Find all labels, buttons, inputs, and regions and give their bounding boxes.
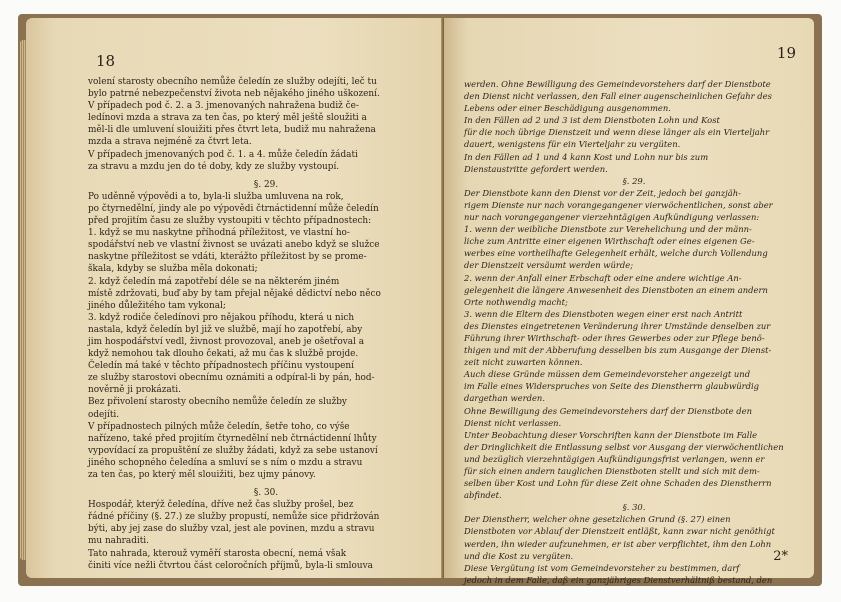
text-line: abfindet. (464, 490, 502, 501)
open-book (18, 10, 830, 590)
text-line: Dienstaustritte gefordert werden. (464, 163, 608, 174)
text-line: jim hospodářství vedl, živnost provozoval, aneb je ošetřoval a (88, 336, 365, 347)
text-line: Orte nothwendig macht; (464, 296, 568, 307)
text-line: In den Fällen ad 2 und 3 ist dem Dienstboten Lohn und Kost (464, 115, 720, 126)
text-line: jiného důležitého tam vykonal; (88, 300, 226, 311)
text-line: Der Dienstbote kann den Dienst vor der Zeit, jedoch bei ganzjäh- (464, 187, 741, 198)
section-heading: §. 30. (253, 488, 279, 499)
text-line: škala, kdyby se služba měla dokonati; (88, 264, 258, 275)
text-line: Auch diese Gründe müssen dem Gemeindevorsteher angezeigt und (464, 369, 751, 380)
text-line: Po uděnně výpovědi a to, byla-li služba umluvena na rok, (88, 191, 344, 202)
text-line: Ohne Bewilligung des Gemeindevorstehers darf der Dienstbote den (464, 405, 752, 416)
text-line: před projitím času ze služby vystoupiti v těchto případnostech: (88, 216, 372, 227)
section-heading: §. 29. (253, 179, 279, 190)
text-line: spodářství neb ve vlastní živnost se uvázati anebo když se služce (88, 240, 380, 251)
text-line: nověrně ji prokázati. (88, 385, 181, 396)
text-line: za stravu a mzdu jen do té doby, kdy ze služby vystoupí. (88, 161, 340, 172)
text-line: Dienstboten vor Ablauf der Dienstzeit entläßt, kann zwar nicht genöthigt (464, 526, 775, 537)
text-line: odejíti. (88, 409, 120, 420)
text-line: dauert, wenigstens für ein Vierteljahr zu vergüten. (464, 139, 681, 150)
text-line: nařízeno, také před projitím čtyrnedělní neb čtrnáctidenní lhůty (88, 433, 377, 444)
text-line: jiného schopného čeledína a smluví se s ním o mzdu a stravu (88, 457, 363, 468)
text-line: liche zum Antritte einer eigenen Wirthschaft oder eines eigenen Ge- (464, 236, 755, 247)
right-page (444, 18, 814, 585)
text-line: Lebens oder einer Beschädigung ausgenommen. (464, 103, 671, 114)
text-line: jedoch in dem Falle, daß ein ganzjähriges Dienstverhältniß bestand, den (464, 574, 773, 585)
text-line: selben über Kost und Lohn für diese Zeit ohne Schaden des Dienstherrn (464, 478, 772, 489)
text-line: Bez přivolení starosty obecního nemůže čeledín ze služby (88, 397, 347, 408)
text-line: 2. když čeledín má zapotřebí déle se na některém jiném (88, 276, 340, 287)
text-line: für sich einen andern tauglichen Dienstboten stellt und sich mit dem- (464, 466, 760, 476)
section-heading: §. 29. (622, 175, 646, 186)
text-line: Čeledín má také v těchto případnostech příčinu vystoupení (88, 361, 354, 372)
text-line: naskytne příležitost se vdáti, kterážto příležitost by se prome- (88, 252, 367, 263)
text-line: po čtyrnedělní, jindy ale po výpovědi čtrnáctidenní může čeledín (88, 203, 379, 214)
text-line: des Dienstes eingetretenen Veränderung ihrer Umstände denselben zur (464, 320, 771, 331)
text-line: V případech jmenovaných pod č. 1. a 4. může čeledín žádati (88, 149, 358, 160)
text-line: býti, aby jej zase do služby vzal, jest ale povinen, mzdu a stravu (88, 524, 375, 535)
text-line: zeit nicht zuwarten können. (464, 357, 583, 368)
text-line: V případnostech pilných může čeledín, šetře toho, co výše (88, 421, 350, 432)
text-line: thigen und mit der Abberufung desselben bis zum Ausgange der Dienst- (464, 345, 772, 356)
text-line: vypovídací za propuštění ze služby žádati, když za sebe ustanoví (88, 445, 378, 456)
text-line: der Dienstzeit versäumt werden würde; (464, 260, 634, 271)
text-line: der Dringlichkeit die Entlassung selbst vor Ausgang der vierwöchentlichen (464, 441, 784, 452)
text-line: Hospodář, kterýž čeledína, dříve než čas služby prošel, bez (88, 500, 354, 511)
text-line: mzda a strava nejméně za čtvrt leta. (88, 137, 252, 148)
left-page-text (88, 76, 444, 572)
text-line: řádné příčiny (§. 27.) ze služby propustí, nemůže sice přidržován (88, 512, 380, 523)
text-line: V případech pod č. 2. a 3. jmenovaných nahražena budiž če- (88, 101, 359, 112)
signature-mark: 2* (773, 549, 788, 564)
left-page-number: 18 (96, 52, 116, 70)
right-page-text (464, 78, 804, 586)
text-line: Führung ihrer Wirthschaft- oder ihres Gewerbes oder zur Pflege benö- (464, 332, 765, 343)
text-line: und die Kost zu vergüten. (464, 550, 574, 561)
text-line: Dienst nicht verlassen. (464, 417, 562, 428)
text-line: ze služby starostovi obecnímu oznámiti a odpíral-li by pán, hod- (88, 373, 375, 384)
section-heading: §. 30. (622, 502, 646, 513)
text-line: Diese Vergütung ist vom Gemeindevorsteher zu bestimmen, darf (464, 562, 740, 573)
text-line: mu nahraditi. (88, 536, 149, 547)
text-line: werbes eine vortheilhafte Gelegenheit erhält, welche durch Vollendung (464, 248, 768, 259)
text-line: 2. wenn der Anfall einer Erbschaft oder eine andere wichtige An- (464, 272, 742, 283)
text-line: ledínovi mzda a strava za ten čas, po který měl ještě sloužiti a (88, 113, 367, 124)
right-page-number: 19 (776, 44, 796, 62)
text-line: 1. když se mu naskytne příhodná příležitost, ve vlastní ho- (88, 228, 350, 239)
text-line: Tato nahrada, kterouž vyměří starosta obecní, nemá však (88, 548, 347, 559)
text-line: für die noch übrige Dienstzeit und wenn diese länger als ein Vierteljahr (464, 127, 770, 138)
text-line: za ten čas, po který měl slouižiti, bez ujmy pánovy. (88, 470, 316, 480)
text-line: den Dienst nicht verlassen, den Fall einer augenscheinlichen Gefahr des (464, 91, 772, 102)
text-line: 3. když rodiče čeledínovi pro nějakou příhodu, která u nich (88, 312, 355, 323)
text-line: měl-li dle umluvení slouižiti přes čtvrt leta, budiž mu nahražena (88, 125, 376, 136)
text-line: werden, ihn wieder aufzunehmen, er ist aber verpflichtet, ihm den Lohn (464, 538, 772, 549)
text-line: In den Fällen ad 1 und 4 kann Kost und Lohn nur bis zum (464, 151, 709, 162)
text-line: nur nach vorangegangener vierzehntägigen Aufkündigung verlassen: (464, 212, 760, 223)
text-line: gelegenheit die längere Anwesenheit des Dienstboten an einem andern (464, 284, 768, 295)
text-line: und bezüglich vierzehntägigen Aufkündigungsfrist verlangen, wenn er (464, 453, 765, 464)
text-line: im Falle eines Widerspruches von Seite des Dienstherrn glaubwürdig (464, 381, 759, 392)
text-line: bylo patrné nebezpečenství života neb nějakého jiného uškození. (88, 89, 380, 100)
text-line: 3. wenn die Eltern des Dienstboten wegen einer erst nach Antritt (464, 308, 743, 319)
text-line: Der Dienstherr, welcher ohne gesetzlichen Grund (§. 27) einen (464, 514, 731, 525)
text-line: werden. Ohne Bewilligung des Gemeindevorstehers darf der Dienstbote (464, 79, 771, 89)
text-line: volení starosty obecního nemůže čeledín ze služby odejíti, leč tu (88, 77, 377, 87)
left-page (26, 18, 444, 578)
text-line: činiti více nežli čtvrtou část celoročních příjmů, byla-li smlouva (88, 560, 373, 571)
text-line: nastala, když čeledín byl již ve službě, mají ho zapotřebí, aby (88, 324, 363, 335)
text-line: rigem Dienste nur nach vorangegangener vierwöchentlichen, sonst aber (464, 199, 773, 210)
text-line: místě zdržovati, buď aby by tam přejal nějaké dědictví nebo něco (88, 288, 381, 299)
text-line: 1. wenn der weibliche Dienstbote zur Verehelichung und der männ- (464, 224, 752, 235)
text-line: Unter Beobachtung dieser Vorschriften kann der Dienstbote im Falle (464, 429, 758, 440)
text-line: když nemohou tak dlouho čekati, až mu čas k službě projde. (88, 349, 359, 360)
text-line: dargethan werden. (464, 393, 545, 404)
